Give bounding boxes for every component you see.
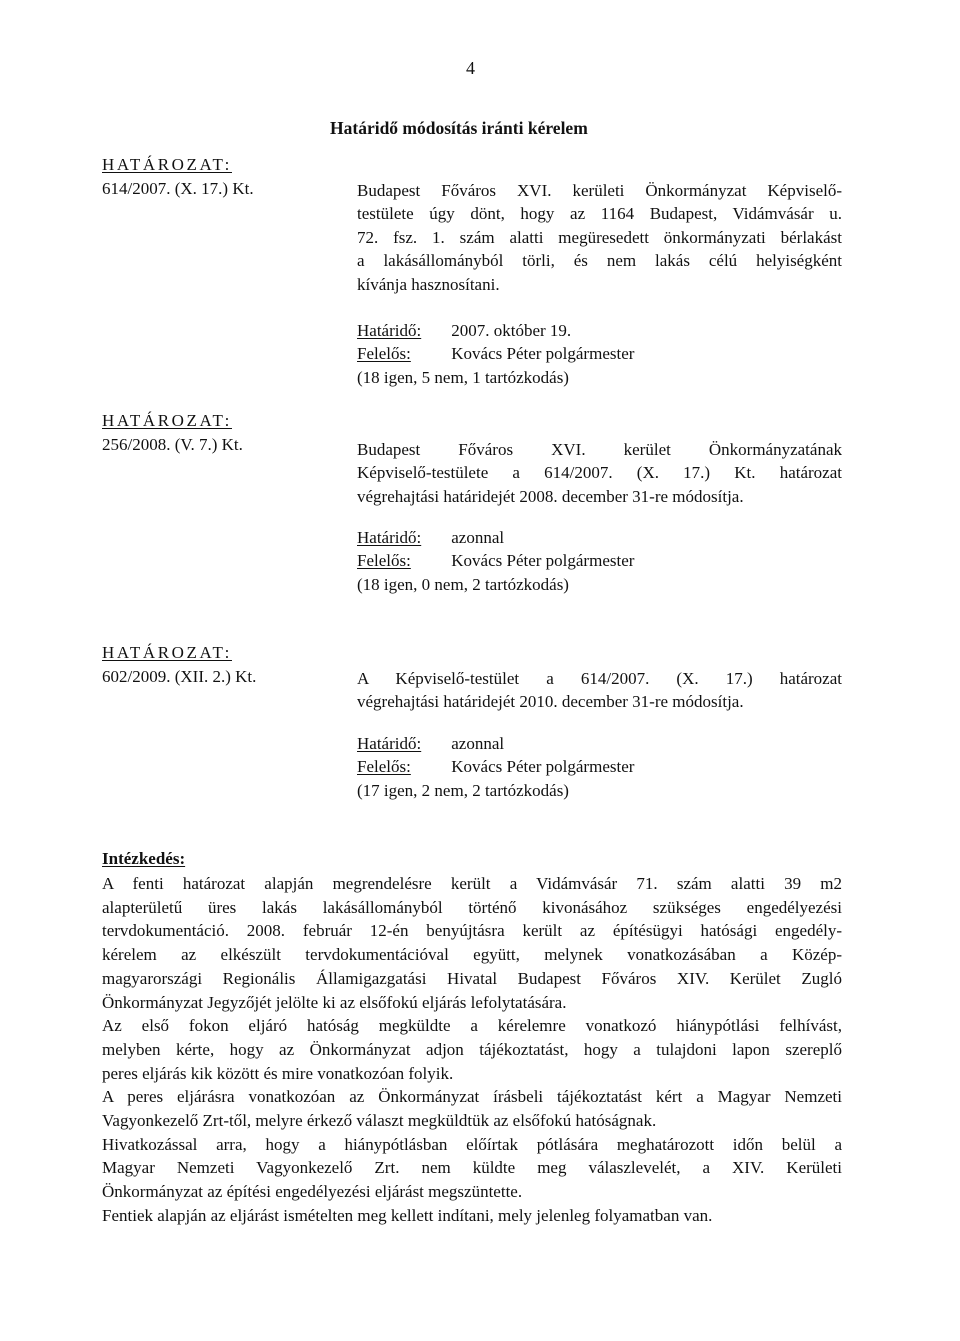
resolution-meta	[357, 526, 634, 596]
resolution-text-line: Budapest Főváros XVI. kerület Önkormányzatának	[357, 440, 842, 459]
paragraph-line: Az első fokon eljáró hatóság megküldte a kérelemre vonatkozó hiánypótlási felhívást,	[102, 1016, 842, 1036]
resolution-number: 602/2009. (XII. 2.) Kt.	[102, 667, 257, 686]
paragraph-line: peres eljárás kik között és mire vonatkozóan folyik.	[102, 1063, 454, 1083]
resolution-label: HATÁROZAT:	[102, 155, 232, 174]
resolution-text-line: Képviselő-testülete a 614/2007. (X. 17.) Kt. határozat	[357, 463, 842, 483]
responsible-label: Felelős:	[357, 551, 411, 571]
paragraph-line: Fentiek alapján az eljárást ismételten meg kellett indítani, mely jelenleg folyamatban van.	[102, 1205, 713, 1225]
paragraph-line: Önkormányzat az építési engedélyezési eljárást megszüntette.	[102, 1182, 523, 1202]
responsible-row	[357, 755, 634, 778]
responsible-label: Felelős:	[357, 344, 411, 364]
resolution-text	[357, 667, 842, 714]
deadline-label: Határidő:	[357, 528, 422, 547]
resolution-text-line: kívánja hasznosítani.	[357, 274, 500, 294]
measures-heading: Intézkedés:	[102, 849, 186, 868]
resolution-meta	[357, 319, 634, 389]
resolution-text-line: A Képviselő-testület a 614/2007. (X. 17.) határozat	[357, 669, 842, 688]
paragraph-line: melyben kérte, hogy az Önkormányzat adjon tájékoztatást, hogy a tulajdoni lapon szereplő	[102, 1039, 842, 1059]
resolution-text	[357, 179, 842, 296]
vote-result: (17 igen, 2 nem, 2 tartózkodás)	[357, 780, 569, 800]
paragraph-line: Magyar Nemzeti Vagyonkezelő Zrt. nem küldte meg válaszlevelét, a XIV. Kerületi	[102, 1158, 842, 1178]
resolution-text-line: a lakásállományból törli, és nem lakás célú helyiségként	[357, 251, 842, 271]
resolution-text-line: végrehajtási határidejét 2008. december 31-re módosítja.	[357, 486, 744, 506]
paragraph-line: Önkormányzat Jegyzőjét jelölte ki az elsőfokú eljárás lefolytatására.	[102, 992, 567, 1012]
responsible-value: Kovács Péter polgármester	[451, 344, 635, 364]
paragraph-line: alapterületű üres lakás lakásállományból történő kivonásához szükséges engedélyezési	[102, 897, 842, 917]
vote-result: (18 igen, 5 nem, 1 tartózkodás)	[357, 367, 569, 387]
deadline-value: azonnal	[451, 528, 505, 547]
resolution-label: HATÁROZAT:	[102, 643, 232, 662]
resolution-label: HATÁROZAT:	[102, 411, 232, 430]
measures-body	[102, 872, 842, 1228]
responsible-label: Felelős:	[357, 757, 411, 777]
paragraph-line: kérelem az elkészült tervdokumentációval együtt, melynek vonatkozásában a Közép-	[102, 945, 842, 965]
resolution-text-line: Budapest Főváros XVI. kerületi Önkormányzat Képviselő-	[357, 181, 842, 200]
measures-paragraph	[102, 1133, 842, 1204]
paragraph-line: Vagyonkezelő Zrt-től, melyre érkező választ megküldtük az elsőfokú hatóságnak.	[102, 1111, 657, 1131]
measures-paragraph	[102, 1014, 842, 1085]
deadline-row	[357, 526, 634, 549]
resolution-number: 256/2008. (V. 7.) Kt.	[102, 435, 243, 454]
paragraph-line: magyarországi Regionális Államigazgatási Hivatal Budapest Főváros XIV. Kerület Zugló	[102, 968, 842, 988]
responsible-row	[357, 342, 634, 365]
resolution-number: 614/2007. (X. 17.) Kt.	[102, 179, 254, 198]
deadline-row	[357, 319, 634, 342]
measures-paragraph	[102, 1204, 842, 1228]
vote-result: (18 igen, 0 nem, 2 tartózkodás)	[357, 574, 569, 594]
deadline-label: Határidő:	[357, 321, 422, 340]
responsible-value: Kovács Péter polgármester	[451, 551, 635, 571]
resolution-text	[357, 438, 842, 508]
deadline-value: 2007. október 19.	[451, 321, 572, 340]
deadline-value: azonnal	[451, 734, 505, 753]
resolution-text-line: testülete úgy dönt, hogy az 1164 Budapest, Vidámvásár u.	[357, 204, 842, 224]
measures-paragraph	[102, 872, 842, 1014]
responsible-value: Kovács Péter polgármester	[451, 757, 635, 777]
paragraph-line: A peres eljárásra vonatkozóan az Önkormányzat írásbeli tájékoztatást kért a Magyar Nemzeti	[102, 1087, 842, 1107]
paragraph-line: Hivatkozással arra, hogy a hiánypótlásban előírtak pótlására meghatározott időn belül a	[102, 1134, 842, 1154]
deadline-label: Határidő:	[357, 734, 422, 753]
responsible-row	[357, 549, 634, 572]
measures-paragraph	[102, 1085, 842, 1132]
resolution-meta	[357, 732, 634, 802]
page-number: 4	[466, 58, 475, 78]
resolution-text-line: végrehajtási határidejét 2010. december 31-re módosítja.	[357, 692, 744, 712]
resolution-text-line: 72. fsz. 1. szám alatti megüresedett önkormányzati bérlakást	[357, 227, 842, 247]
deadline-row	[357, 732, 634, 755]
document-title: Határidő módosítás iránti kérelem	[330, 118, 588, 138]
paragraph-line: A fenti határozat alapján megrendelésre került a Vidámvásár 71. szám alatti 39 m2	[102, 874, 842, 893]
paragraph-line: tervdokumentáció. 2008. február 12-én benyújtásra került az építésügyi hatósági engedély-	[102, 921, 842, 941]
